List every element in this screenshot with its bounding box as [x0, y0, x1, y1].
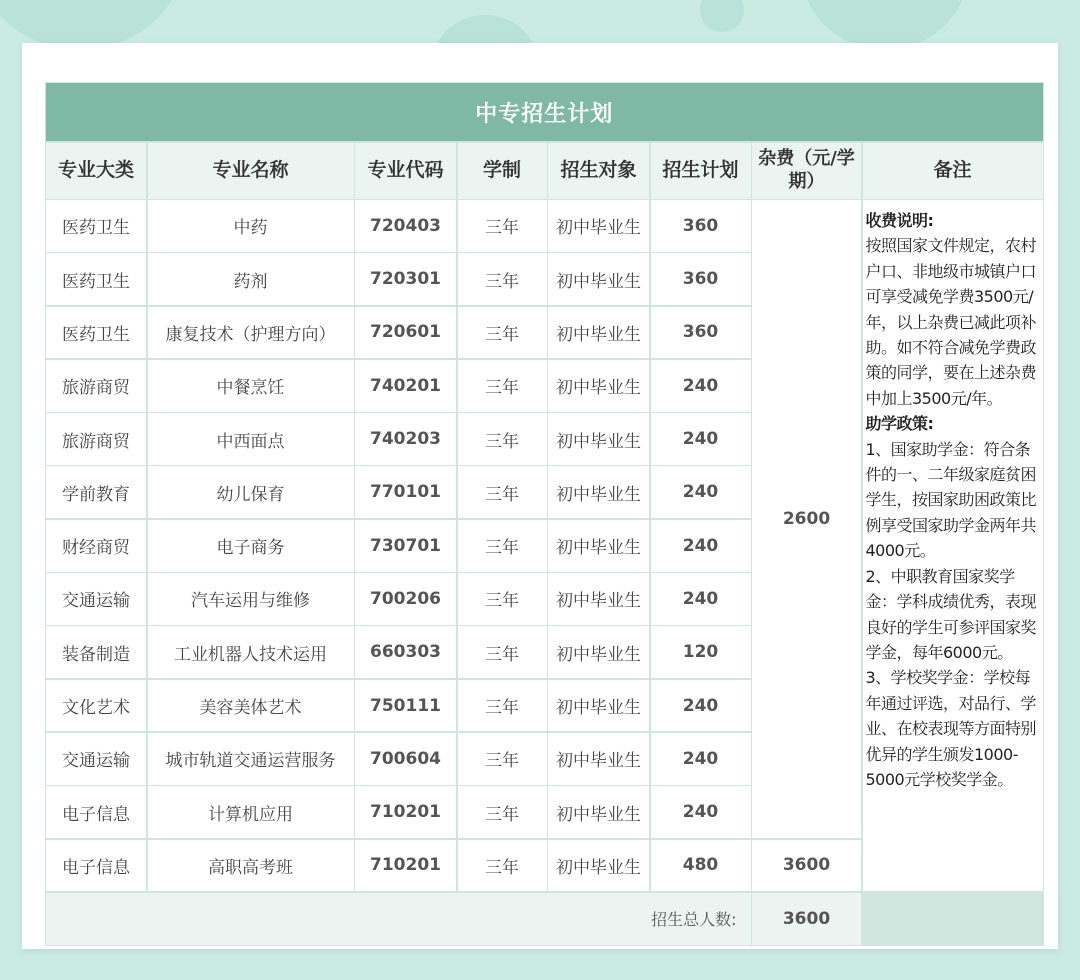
cell-category: 装备制造 — [46, 626, 146, 678]
cell-plan: 240 — [651, 466, 751, 518]
header-length: 学制 — [458, 143, 547, 199]
fee-notes-text: 按照国家文件规定，农村户口、非地级市城镇户口可享受减免学费3500元/年，以上杂费已减此项补助。如不符合减免学费政策的同学，要在上述杂费中加上3500元/年。 — [865, 236, 1037, 408]
cell-code: 720301 — [355, 253, 456, 305]
header-plan: 招生计划 — [651, 143, 751, 199]
cell-code: 710201 — [355, 840, 456, 892]
cell-category: 电子信息 — [46, 786, 146, 838]
enrollment-table — [45, 82, 1044, 946]
header-target: 招生对象 — [548, 143, 649, 199]
cell-length: 三年 — [458, 626, 547, 678]
header-code: 专业代码 — [355, 143, 456, 199]
cell-length: 三年 — [458, 466, 547, 518]
table-title: 中专招生计划 — [46, 83, 1043, 141]
cell-major: 康复技术（护理方向） — [148, 307, 354, 359]
cell-code: 770101 — [355, 466, 456, 518]
cell-code: 730701 — [355, 520, 456, 572]
cell-plan: 360 — [651, 253, 751, 305]
cell-target: 初中毕业生 — [548, 253, 649, 305]
cell-length: 三年 — [458, 680, 547, 732]
cell-major: 幼儿保育 — [148, 466, 354, 518]
cell-plan: 240 — [651, 733, 751, 785]
cell-code: 700604 — [355, 733, 456, 785]
cell-category: 医药卫生 — [46, 200, 146, 252]
cell-category: 财经商贸 — [46, 520, 146, 572]
cell-target: 初中毕业生 — [548, 573, 649, 625]
fee-notes-heading: 收费说明: — [865, 211, 934, 230]
cell-code: 700206 — [355, 573, 456, 625]
cell-target: 初中毕业生 — [548, 360, 649, 412]
background-circle — [700, 0, 744, 32]
cell-category: 文化艺术 — [46, 680, 146, 732]
cell-plan: 240 — [651, 360, 751, 412]
cell-major: 工业机器人技术运用 — [148, 626, 354, 678]
header-major: 专业名称 — [148, 143, 354, 199]
cell-target: 初中毕业生 — [548, 733, 649, 785]
cell-major: 美容美体艺术 — [148, 680, 354, 732]
cell-plan: 360 — [651, 200, 751, 252]
cell-category: 交通运输 — [46, 573, 146, 625]
cell-major: 高职高考班 — [148, 840, 354, 892]
cell-code: 720403 — [355, 200, 456, 252]
header-category: 专业大类 — [46, 143, 146, 199]
cell-target: 初中毕业生 — [548, 786, 649, 838]
cell-code: 720601 — [355, 307, 456, 359]
cell-length: 三年 — [458, 413, 547, 465]
cell-target: 初中毕业生 — [548, 626, 649, 678]
cell-category: 电子信息 — [46, 840, 146, 892]
cell-length: 三年 — [458, 360, 547, 412]
cell-length: 三年 — [458, 200, 547, 252]
cell-length: 三年 — [458, 307, 547, 359]
cell-category: 医药卫生 — [46, 307, 146, 359]
cell-target: 初中毕业生 — [548, 200, 649, 252]
cell-target: 初中毕业生 — [548, 307, 649, 359]
cell-code: 660303 — [355, 626, 456, 678]
cell-plan: 240 — [651, 520, 751, 572]
cell-major: 中药 — [148, 200, 354, 252]
cell-code: 750111 — [355, 680, 456, 732]
cell-code: 740203 — [355, 413, 456, 465]
cell-major: 电子商务 — [148, 520, 354, 572]
cell-length: 三年 — [458, 733, 547, 785]
cell-target: 初中毕业生 — [548, 680, 649, 732]
cell-plan: 240 — [651, 413, 751, 465]
cell-plan: 240 — [651, 680, 751, 732]
cell-plan: 360 — [651, 307, 751, 359]
cell-length: 三年 — [458, 573, 547, 625]
cell-plan: 240 — [651, 573, 751, 625]
cell-plan: 240 — [651, 786, 751, 838]
cell-code: 710201 — [355, 786, 456, 838]
aid-notes-heading: 助学政策: — [865, 414, 934, 434]
aid-item: 3、学校奖学金：学校每年通过评选，对品行、学业、在校表现等方面特别优异的学生颁发1000-5000元学校奖学金。 — [865, 668, 1037, 789]
header-fee: 杂费（元/学期） — [752, 143, 861, 199]
total-label: 招生总人数: — [46, 893, 751, 945]
cell-target: 初中毕业生 — [548, 840, 649, 892]
fee-merged-cell: 2600 — [752, 200, 861, 838]
cell-length: 三年 — [458, 840, 547, 892]
aid-item: 2、中职教育国家奖学金：学科成绩优秀，表现良好的学生可参评国家奖学金，每年6000元。 — [865, 566, 1037, 662]
cell-length: 三年 — [458, 520, 547, 572]
aid-item: 1、国家助学金：符合条件的一、二年级家庭贫困学生，按国家助困政策比例享受国家助学金两年共4000元。 — [865, 439, 1037, 561]
cell-category: 学前教育 — [46, 466, 146, 518]
cell-category: 交通运输 — [46, 733, 146, 785]
cell-length: 三年 — [458, 253, 547, 305]
notes-cell — [863, 200, 1043, 891]
cell-major: 计算机应用 — [148, 786, 354, 838]
cell-major: 汽车运用与维修 — [148, 573, 354, 625]
cell-major: 中西面点 — [148, 413, 354, 465]
cell-category: 旅游商贸 — [46, 413, 146, 465]
cell-target: 初中毕业生 — [548, 413, 649, 465]
cell-major: 城市轨道交通运营服务 — [148, 733, 354, 785]
cell-code: 740201 — [355, 360, 456, 412]
cell-major: 药剂 — [148, 253, 354, 305]
cell-plan: 480 — [651, 840, 751, 892]
cell-category: 旅游商贸 — [46, 360, 146, 412]
cell-plan: 120 — [651, 626, 751, 678]
cell-major: 中餐烹饪 — [148, 360, 354, 412]
fee-last-cell: 3600 — [752, 840, 861, 892]
cell-category: 医药卫生 — [46, 253, 146, 305]
cell-target: 初中毕业生 — [548, 466, 649, 518]
cell-length: 三年 — [458, 786, 547, 838]
cell-target: 初中毕业生 — [548, 520, 649, 572]
total-value: 3600 — [752, 893, 861, 945]
header-notes: 备注 — [863, 143, 1043, 199]
